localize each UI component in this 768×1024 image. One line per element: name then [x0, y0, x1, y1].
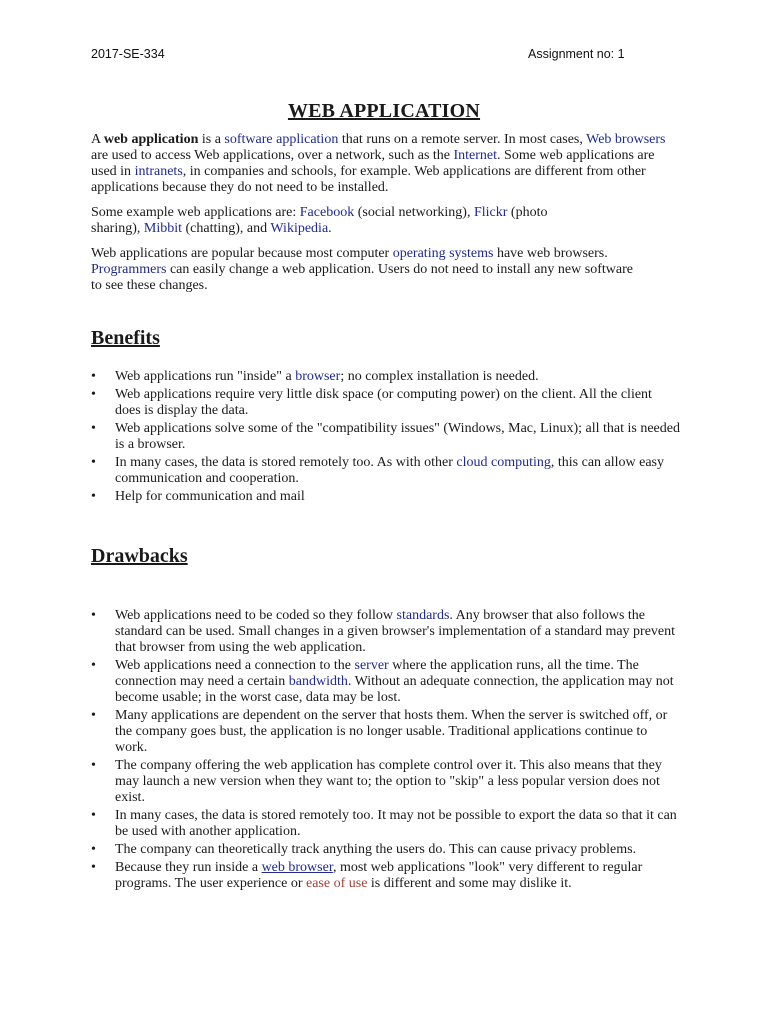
list-item: • Because they run inside a web browser, most web applications "look" very different to regular programs. The user experience or ease of use is different and some may dislike it. [91, 860, 643, 891]
link-server[interactable]: server [354, 658, 389, 673]
link-flickr[interactable]: Flickr [473, 205, 508, 220]
link-standards[interactable]: standards [396, 608, 450, 623]
list-item: • Web applications solve some of the "compatibility issues" (Windows, Mac, Linux); all that is needed is a browser. [91, 421, 680, 452]
bullet-icon: • [91, 369, 96, 384]
link-wikipedia[interactable]: Wikipedia [270, 221, 329, 236]
link-internet[interactable]: Internet [453, 148, 498, 163]
link-software-application[interactable]: software application [224, 132, 339, 147]
list-item: • Many applications are dependent on the server that hosts them. When the server is switched off, or the company goes bust, the application is no longer usable. Traditional applications continue to work. [91, 708, 668, 755]
list-item: • Help for communication and mail [91, 489, 305, 504]
list-item: • In many cases, the data is stored remotely too. It may not be possible to export the data so that it can be used with another application. [91, 808, 677, 839]
bullet-icon: • [91, 608, 96, 623]
bullet-icon: • [91, 758, 96, 773]
list-item: • In many cases, the data is stored remotely too. As with other cloud computing, this can allow easy communication and cooperation. [91, 455, 665, 486]
benefits-heading: Benefits [91, 327, 160, 349]
link-web-browser[interactable]: web browser [261, 860, 333, 875]
link-cloud-computing[interactable]: cloud computing [456, 455, 551, 470]
link-web-browsers[interactable]: Web browsers [586, 132, 666, 147]
list-item: • Web applications run "inside" a browser; no complex installation is needed. [91, 369, 539, 384]
link-ease-of-use[interactable]: ease of use [306, 876, 368, 891]
intro-paragraph-2: Some example web applications are: Facebook (social networking), Flickr (photo sharing), Mibbit (chatting), and Wikipedia. [91, 205, 548, 236]
benefits-list [91, 369, 681, 507]
term-web-application: web application [103, 132, 199, 147]
list-item: • Web applications need to be coded so they follow standards. Any browser that also follows the standard can be used. Small changes in a given browser's implementation of a standard may prevent that browser from using the web application. [91, 608, 676, 655]
link-facebook[interactable]: Facebook [299, 205, 355, 220]
list-item: • Web applications need a connection to the server where the application runs, all the time. The connection may need a certain bandwidth. Without an adequate connection, the application may not become usable; in the worst case, data may be lost. [91, 658, 674, 705]
bullet-icon: • [91, 455, 96, 470]
bullet-icon: • [91, 489, 96, 504]
intro-paragraph-1: A web application is a software application that runs on a remote server. In most cases, Web browsers are used to access Web applications, over a network, such as the Internet. Some web applications are used in intranets, in companies and schools, for example. Web applications are different from other applications because they do not need to be installed. [91, 132, 666, 195]
bullet-icon: • [91, 708, 96, 723]
bullet-icon: • [91, 421, 96, 436]
link-intranets[interactable]: intranets [134, 164, 183, 179]
link-mibbit[interactable]: Mibbit [143, 221, 183, 236]
link-browser[interactable]: browser [295, 369, 341, 384]
bullet-icon: • [91, 387, 96, 402]
link-operating-systems[interactable]: operating systems [392, 246, 494, 261]
drawbacks-list [91, 608, 681, 894]
intro-paragraph-3: Web applications are popular because most computer operating systems have web browsers. Programmers can easily change a web application. Users do not need to install any new software to see these changes. [91, 246, 633, 293]
drawbacks-heading: Drawbacks [91, 545, 188, 567]
bullet-icon: • [91, 842, 96, 857]
bullet-icon: • [91, 658, 96, 673]
bullet-icon: • [91, 860, 96, 875]
header-assignment-number: Assignment no: 1 [528, 47, 625, 61]
list-item: • The company can theoretically track anything the users do. This can cause privacy problems. [91, 842, 637, 857]
header-student-id: 2017-SE-334 [91, 47, 165, 61]
page-title: WEB APPLICATION [287, 100, 481, 122]
bullet-icon: • [91, 808, 96, 823]
link-bandwidth[interactable]: bandwidth [288, 674, 348, 689]
list-item: • Web applications require very little disk space (or computing power) on the client. All the client does is display the data. [91, 387, 652, 418]
list-item: • The company offering the web application has complete control over it. This also means that they may launch a new version when they want to; the option to "skip" a less popular version does not exist. [91, 758, 662, 805]
link-programmers[interactable]: Programmers [91, 262, 167, 277]
